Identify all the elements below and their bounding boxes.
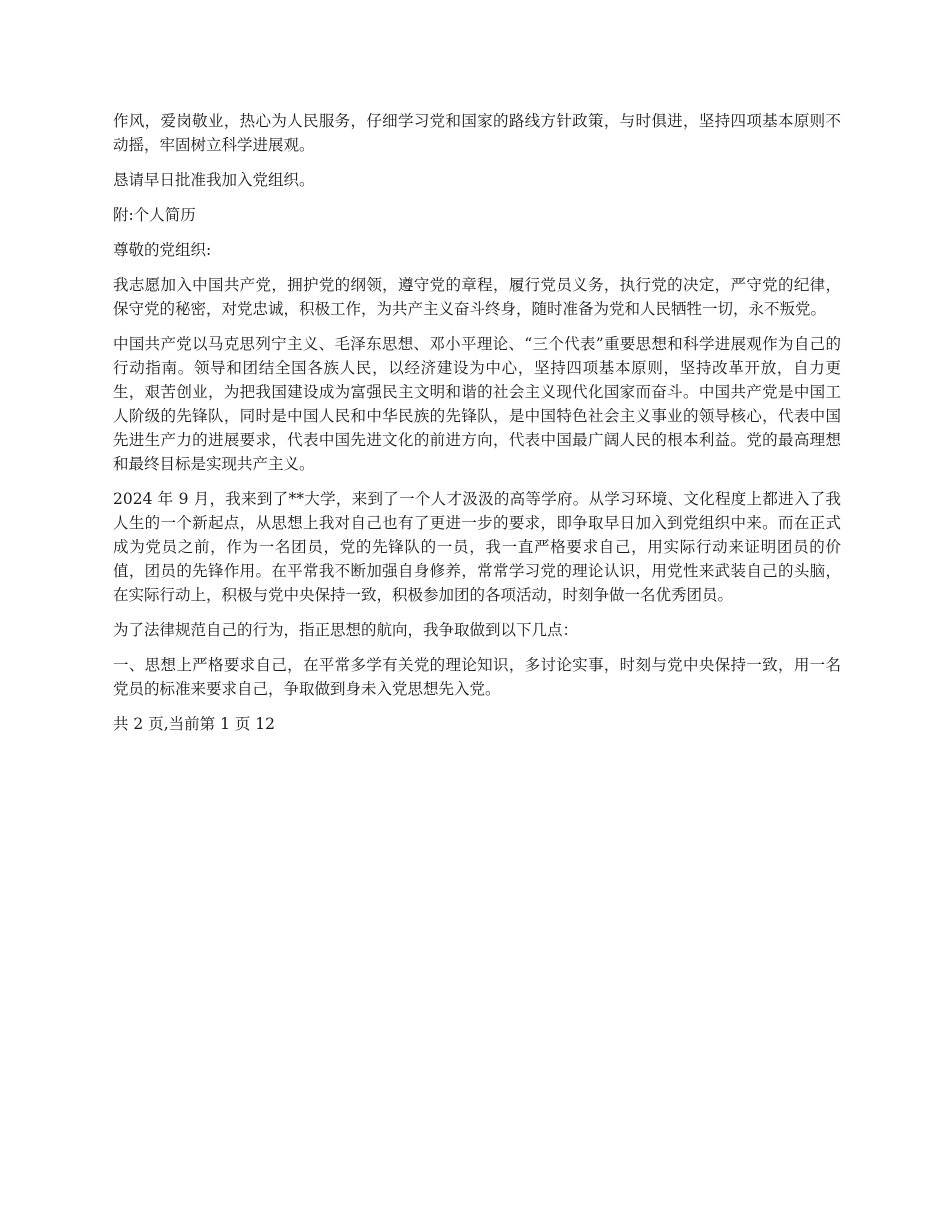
page-footer: 共 2 页,当前第 1 页 12 (113, 715, 276, 733)
paragraph: 尊敬的党组织: (113, 241, 212, 259)
paragraph: 2024 年 9 月，我来到了**大学，来到了一个人才汲汲的高等学府。从学习环境、文化程度上都进入了我人生的一个新起点，从思想上我对自己也有了更进一步的要求，即争取早日加入到党组织中来。而在正式成为党员之前，作为一名团员，党的先锋队的一员，我一直严格要求自己，用实际行动来证明团员的价值，团员的先锋作用。在平常我不断加强自身修养，常常学习党的理论认识，用党性来武装自己的头脑，在实际行动上，积极与党中央保持一致，积极参加团的各项活动，时刻争做一名优秀团员。 (113, 490, 841, 604)
paragraph: 作风，爱岗敬业，热心为人民服务，仔细学习党和国家的路线方针政策，与时俱进，坚持四项基本原则不动摇，牢固树立科学进展观。 (113, 112, 841, 154)
paragraph: 附:个人简历 (113, 206, 196, 224)
paragraph: 中国共产党以马克思列宁主义、毛泽东思想、邓小平理论、“三个代表”重要思想和科学进展观作为自己的行动指南。领导和团结全国各族人民，以经济建设为中心，坚持四项基本原则，坚持改革开放，自力更生，艰苦创业，为把我国建设成为富强民主文明和谐的社会主义现代化国家而奋斗。中国共产党是中国工人阶级的先锋队，同时是中国人民和中华民族的先锋队，是中国特色社会主义事业的领导核心，代表中国先进生产力的进展要求，代表中国先进文化的前进方向，代表中国最广阔人民的根本利益。党的最高理想和最终目标是实现共产主义。 (113, 335, 841, 473)
paragraph: 恳请早日批准我加入党组织。 (113, 171, 315, 189)
document-page (113, 109, 841, 747)
paragraph: 为了法律规范自己的行为，指正思想的航向，我争取做到以下几点： (113, 621, 579, 639)
paragraph: 我志愿加入中国共产党，拥护党的纲领，遵守党的章程，履行党员义务，执行党的决定，严守党的纪律，保守党的秘密，对党忠诚，积极工作，为共产主义奋斗终身，随时准备为党和人民牺牲一切，永不叛党。 (113, 276, 841, 318)
paragraph: 一、思想上严格要求自己，在平常多学有关党的理论知识，多讨论实事，时刻与党中央保持一致，用一名党员的标准来要求自己，争取做到身未入党思想先入党。 (113, 656, 841, 698)
